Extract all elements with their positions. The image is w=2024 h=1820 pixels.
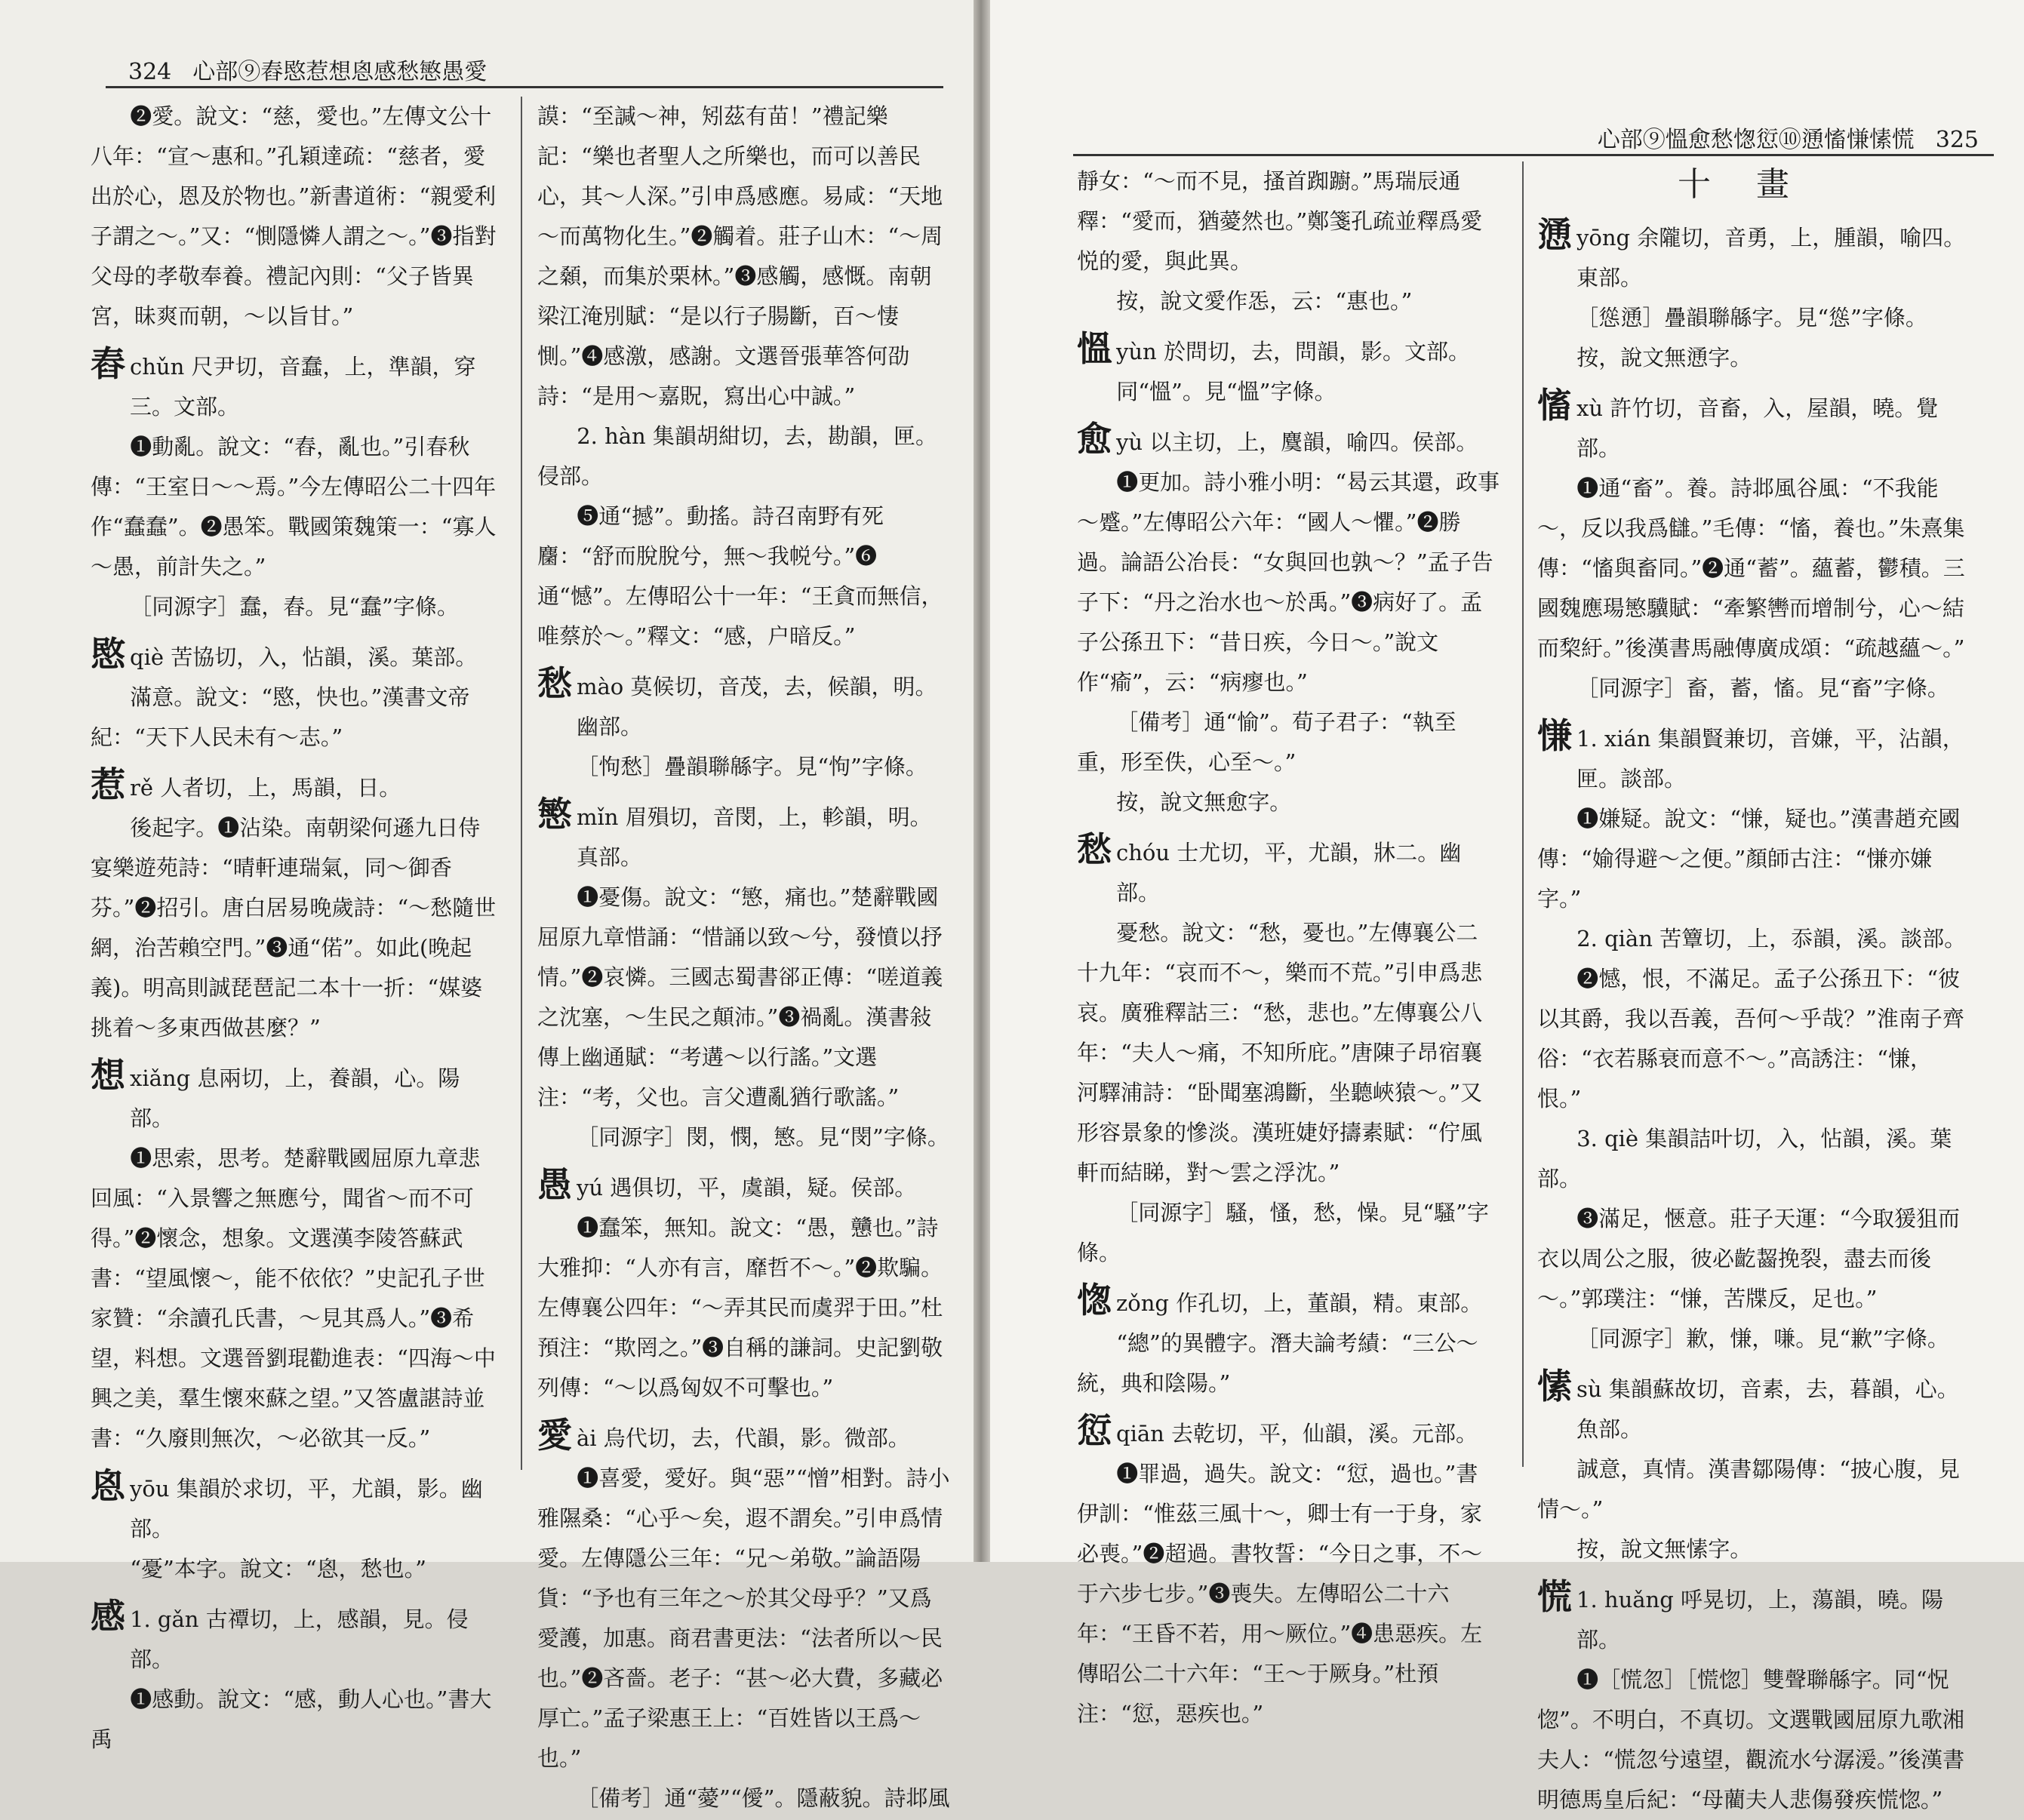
dictionary-entry-head bbox=[91, 762, 498, 808]
definition-text: “總”的異體字。潛夫論考績：“三公～統，典和陰陽。” bbox=[1077, 1330, 1478, 1396]
definition-text: ［同源字］蠢，舂。見“蠢”字條。 bbox=[130, 594, 459, 619]
definition-text: ❶思索，思考。楚辭戰國屈原九章悲回風：“入景響之無應兮，聞省～而不可得。”❷懷念，想象。文選漢李陵答蘇武書：“望風懷～，能不依依？”史記孔子世家贊：“余讀孔氏書，～見其爲人。”❸希望，料想。文選晉劉琨勸進表：“四海～中興之美，羣生懷來蘇之望。”又答盧諶詩並書：“久廢則無次，～必欲其一反。” bbox=[91, 1145, 496, 1451]
left-page-column-1 bbox=[91, 97, 498, 1760]
headword: 慜 bbox=[537, 794, 572, 835]
definition-text: 按，說文無慂字。 bbox=[1576, 345, 1752, 370]
dictionary-entry-head bbox=[91, 632, 498, 678]
headword: 慊 bbox=[1537, 715, 1572, 756]
definition-text: ❶通“畜”。養。詩邶風谷風：“不我能～，反以我爲讎。”毛傳：“慉，養也。”朱熹集傳：“慉與畜同。”❷通“蓄”。蘊蓄，鬱積。三國魏應瑒慜驥賦：“牽繁轡而增制兮，心～結而棃紆。”後漢書馬融傳廣成頌：“疏越蘊～。” bbox=[1537, 475, 1965, 661]
definition-text: ❶罪過，過失。說文：“愆，過也。”書伊訓：“惟茲三風十～，卿士有一于身，家必喪。”❷超過。書牧誓：“今日之事，不～于六步七步。”❸喪失。左傳昭公二十六年：“王昏不若，用～厥位。”❹患惡疾。左傳昭公二十六年：“王～于厥身。”杜預注：“愆，惡疾也。” bbox=[1077, 1461, 1483, 1726]
definition-text: ❶感動。說文：“感，動人心也。”書大禹 bbox=[91, 1686, 492, 1752]
header-rule bbox=[1073, 154, 1994, 156]
definition-text: ❶［慌忽］［慌惚］雙聲聯緜字。同“怳惚”。不明白，不真切。文選戰國屈原九歌湘夫人：“慌忽兮遠望，觀流水兮潺湲。”後漢書明德馬皇后紀：“母藺夫人悲傷發疾慌惚。” bbox=[1537, 1667, 1965, 1812]
pronunciation: xù 許竹切，音畜，入，屋韻，曉。覺部。 bbox=[1576, 395, 1939, 461]
definition-text: 按，說文愛作㤅，云：“惠也。” bbox=[1116, 288, 1413, 314]
headword: 舂 bbox=[91, 343, 125, 384]
definition-text: ［同源字］騷，慅，愁，懆。見“騷”字條。 bbox=[1077, 1200, 1489, 1265]
dictionary-entry-head bbox=[1537, 383, 1975, 469]
definition-text: 謨：“至諴～神，矧茲有苗！”禮記樂記：“樂也者聖人之所樂也，而可以善民心，其～人深。”引申爲感應。易咸：“天地～而萬物化生。”❷觸着。莊子山木：“～周之顙，而集於栗林。”❸感觸，感慨。南朝梁江淹別賦：“是以行子腸斷，百～悽惻。”❹感激，感謝。文選晉張華答何劭詩：“是用～嘉貺，寫出心中誠。” bbox=[537, 103, 943, 409]
definition-text: 滿意。說文：“愍，快也。”漢書文帝紀：“天下人民未有～志。” bbox=[91, 684, 470, 750]
definition-text: ❶更加。詩小雅小明：“曷云其還，政事～蹙。”左傳昭公六年：“國人～懼。”❷勝過。論語公冶長：“女與回也孰～？”孟子告子下：“丹之治水也～於禹。”❸病好了。孟子公孫丑下：“昔日疾，今日～。”說文作“瘉”，云：“病瘳也。” bbox=[1077, 469, 1500, 695]
headword: 慌 bbox=[1537, 1576, 1572, 1617]
headword: 慍 bbox=[1077, 328, 1112, 369]
pronunciation: yùn 於問切，去，問韻，影。文部。 bbox=[1116, 339, 1470, 364]
right-page bbox=[990, 0, 2024, 1812]
dictionary-entry-head bbox=[1537, 212, 1975, 298]
dictionary-entry-head bbox=[1077, 1408, 1500, 1454]
headword: 想 bbox=[91, 1055, 125, 1096]
definition-text: ❶蠢笨，無知。說文：“愚，戇也。”詩大雅抑：“人亦有言，靡哲不～。”❷欺騙。左傳襄公四年：“～弄其民而虞羿于田。”杜預注：“欺罔之。”❸自稱的謙詞。史記劉敬列傳：“～以爲匈奴不可擊也。” bbox=[537, 1215, 943, 1400]
book-spine bbox=[974, 0, 990, 1562]
dictionary-entry-head bbox=[1077, 326, 1500, 372]
dictionary-entry-head bbox=[1537, 713, 1975, 799]
definition-text: ［怐愁］疊韻聯緜字。見“怐”字條。 bbox=[577, 754, 927, 779]
definition-text: 憂愁。說文：“愁，憂也。”左傳襄公二十九年：“哀而不～，樂而不荒。”引申爲悲哀。廣雅釋詁三：“愁，悲也。”左傳襄公八年：“夫人～痛，不知所庇。”唐陳子昂宿襄河驛浦詩：“卧聞塞鴻斷，坐聽峽猿～。”又形容景象的慘淡。漢班婕妤擣素賦：“佇風軒而結睇，對～雲之浮沈。” bbox=[1077, 920, 1483, 1185]
headword: 慉 bbox=[1537, 385, 1572, 426]
definition-text: ❶動亂。說文：“舂，亂也。”引春秋傳：“王室日～～焉。”今左傳昭公二十四年作“蠢蠢”。❷愚笨。戰國策魏策一：“寡人～愚，前計失之。” bbox=[91, 434, 497, 580]
dictionary-entry-head bbox=[1077, 827, 1500, 913]
headword: 愛 bbox=[537, 1415, 572, 1456]
pronunciation: yōng 余隴切，音勇，上，腫韻，喻四。東部。 bbox=[1576, 225, 1966, 291]
right-page-header bbox=[1598, 121, 1979, 154]
pronunciation: xiǎng 息兩切，上，養韻，心。陽部。 bbox=[130, 1065, 460, 1131]
headword: 慂 bbox=[1537, 214, 1572, 255]
definition-text: 後起字。❶沾染。南朝梁何遜九日侍宴樂遊苑詩：“晴軒連瑞氣，同～御香芬。”❷招引。唐白居易晚歲詩：“～愁隨世網，治苦賴空門。”❸通“偌”。如此(晚起義)。明高則誠琵琶記二本十一折：“媒婆挑着～多東西做甚麼？” bbox=[91, 815, 497, 1041]
header-rule bbox=[106, 86, 943, 88]
pronunciation: chǔn 尺尹切，音蠢，上，準韻，穿三。文部。 bbox=[130, 354, 476, 420]
pronunciation: zǒng 作孔切，上，董韻，精。東部。 bbox=[1116, 1290, 1483, 1316]
headword: 恖 bbox=[91, 1465, 125, 1506]
definition-text: ［備考］通“薆”“僾”。隱蔽貌。詩邶風 bbox=[577, 1785, 950, 1811]
definition-text: ❷愛。說文：“慈，愛也。”左傳文公十八年：“宣～惠和。”孔穎達疏：“慈者，愛出於心，恩及於物也。”新書道術：“親愛利子謂之～。”又：“惻隱憐人謂之～。”❸指對父母的孝敬奉養。禮記內則：“父子皆異宮，昧爽而朝，～以旨甘。” bbox=[91, 103, 497, 329]
definition-text: 2. qiàn 苦簟切，上，忝韻，溪。談部。 bbox=[1576, 926, 1967, 952]
page-number: 325 bbox=[1935, 127, 1979, 153]
right-page-column-1 bbox=[1077, 161, 1500, 1734]
section-heading: 十畫 bbox=[1678, 165, 1835, 204]
headword: 愆 bbox=[1077, 1410, 1112, 1451]
definition-text: ❶憂傷。說文：“慜，痛也。”楚辭戰國屈原九章惜誦：“惜誦以致～兮，發憤以抒情。”❷哀憐。三國志蜀書郤正傳：“嗟道義之沈塞，～生民之顛沛。”❸禍亂。漢書敍傳上幽通賦：“考遘～以行謠。”文選注：“考，父也。言父遭亂猶行歌謠。” bbox=[537, 884, 943, 1110]
definition-text: 同“慍”。見“慍”字條。 bbox=[1116, 379, 1337, 404]
pronunciation: yù 以主切，上，麌韻，喻四。侯部。 bbox=[1116, 429, 1478, 455]
definition-text: ［同源字］閔，憫，慜。見“閔”字條。 bbox=[577, 1124, 949, 1150]
definition-text: 2. hàn 集韻胡紺切，去，勘韻，匣。侵部。 bbox=[537, 423, 937, 489]
definition-text: 3. qiè 集韻詰叶切，入，怗韻，溪。葉部。 bbox=[1537, 1126, 1952, 1191]
pronunciation: mǐn 眉殞切，音閔，上，軫韻，明。真部。 bbox=[577, 804, 932, 870]
dictionary-entry-head bbox=[537, 661, 952, 747]
left-page-column-2 bbox=[537, 97, 952, 1818]
headword: 感 bbox=[91, 1596, 125, 1637]
right-page-column-2 bbox=[1537, 161, 1975, 1820]
definition-text: 靜女：“～而不見，搔首踟躕。”馬瑞辰通釋：“愛而，猶薆然也。”鄭箋孔疏並釋爲愛悦的愛，與此異。 bbox=[1077, 168, 1483, 274]
left-page bbox=[0, 0, 974, 1811]
headword: 愍 bbox=[91, 634, 125, 675]
definition-text: ［同源字］歉，慊，嗛。見“歉”字條。 bbox=[1576, 1326, 1949, 1351]
pronunciation: yú 遇俱切，平，虞韻，疑。侯部。 bbox=[577, 1175, 917, 1201]
definition-text: 按，說文無愫字。 bbox=[1576, 1536, 1752, 1562]
definition-text: ❷憾，恨，不滿足。孟子公孫丑下：“彼以其爵，我以吾義，吾何～乎哉？”淮南子齊俗：“衣若縣衰而意不～。”高誘注：“慊，恨。” bbox=[1537, 966, 1964, 1111]
dictionary-entry-head bbox=[91, 1594, 498, 1680]
dictionary-entry-head bbox=[537, 1162, 952, 1208]
left-page-header bbox=[128, 53, 487, 86]
headword: 愡 bbox=[1077, 1280, 1112, 1320]
definition-text: ❶喜愛，愛好。與“惡”“憎”相對。詩小雅隰桑：“心乎～矣，遐不謂矣。”引申爲情愛。左傳隱公三年：“兄～弟敬。”論語陽貨：“予也有三年之～於其父母乎？”又爲愛護，加惠。商君書更法：“法者所以～民也。”❷吝嗇。老子：“甚～必大費，多藏必厚亡。”孟子梁惠王上：“百姓皆以王爲～也。” bbox=[537, 1465, 950, 1771]
column-divider bbox=[521, 97, 522, 1470]
pronunciation: 1. gǎn 古禫切，上，感韻，見。侵部。 bbox=[130, 1606, 469, 1672]
dictionary-entry-head bbox=[1077, 417, 1500, 463]
definition-text: ❶嫌疑。說文：“慊，疑也。”漢書趙充國傳：“媮得避～之便。”顏師古注：“慊亦嫌字。” bbox=[1537, 806, 1961, 912]
definition-text: ❸滿足，愜意。莊子天運：“今取猨狙而衣以周公之服，彼必齕齧挽裂，盡去而後～。”郭璞注：“慊，苦牒反，足也。” bbox=[1537, 1206, 1961, 1311]
definition-text: ［慫慂］疊韻聯緜字。見“慫”字條。 bbox=[1576, 305, 1927, 330]
dictionary-entry-head bbox=[1077, 1277, 1500, 1323]
pronunciation: 1. huǎng 呼晃切，上，蕩韻，曉。陽部。 bbox=[1576, 1587, 1943, 1652]
dictionary-entry-head bbox=[1537, 1363, 1975, 1450]
headword: 惹 bbox=[91, 764, 125, 805]
definition-text: “憂”本字。說文：“恖，愁也。” bbox=[130, 1556, 426, 1582]
dictionary-entry-head bbox=[91, 341, 498, 427]
page-header-title: 心部⑨慍愈愁愡愆⑩慂慉慊愫慌 bbox=[1597, 127, 1915, 153]
pronunciation: qiān 去乾切，平，仙韻，溪。元部。 bbox=[1116, 1421, 1478, 1446]
pronunciation: sù 集韻蘇故切，音素，去，暮韻，心。魚部。 bbox=[1576, 1376, 1959, 1442]
definition-text: ［同源字］畜，蓄，慉。見“畜”字條。 bbox=[1576, 675, 1949, 701]
dictionary-entry-head bbox=[537, 1413, 952, 1459]
dictionary-entry-head bbox=[91, 1463, 498, 1549]
definition-text: ❺通“撼”。動搖。詩召南野有死麕：“舒而脫脫兮，無～我帨兮。”❻通“憾”。左傳昭公十一年：“王貪而無信，唯蔡於～。”釋文：“感，户暗反。” bbox=[537, 503, 943, 649]
definition-text: 誠意，真情。漢書鄒陽傳：“披心腹，見情～。” bbox=[1537, 1456, 1961, 1522]
headword: 愚 bbox=[537, 1164, 572, 1205]
dictionary-entry-head bbox=[91, 1053, 498, 1139]
pronunciation: ài 烏代切，去，代韻，影。微部。 bbox=[577, 1425, 910, 1451]
definition-text: ［備考］通“愉”。荀子君子：“執至重，形至佚，心至～。” bbox=[1077, 709, 1456, 775]
definition-text: 按，說文無愈字。 bbox=[1116, 789, 1292, 815]
page-header-title: 心部⑨舂愍惹想恖感愁慜愚愛 bbox=[192, 59, 488, 85]
pronunciation: 1. xián 集韻賢兼切，音嫌，平，沾韻，匣。談部。 bbox=[1576, 726, 1964, 792]
pronunciation: rě 人者切，上，馬韻，日。 bbox=[130, 775, 401, 801]
pronunciation: chóu 士尤切，平，尤韻，牀二。幽部。 bbox=[1116, 840, 1462, 905]
pronunciation: yōu 集韻於求切，平，尤韻，影。幽部。 bbox=[130, 1476, 483, 1542]
headword: 愫 bbox=[1537, 1366, 1572, 1407]
headword: 愈 bbox=[1077, 419, 1112, 460]
page-number: 324 bbox=[128, 59, 172, 85]
column-divider bbox=[1522, 161, 1524, 1467]
headword: 愁 bbox=[537, 663, 572, 704]
dictionary-entry-head bbox=[1537, 1574, 1975, 1660]
pronunciation: mào 莫候切，音茂，去，候韻，明。幽部。 bbox=[577, 674, 937, 739]
headword: 愁 bbox=[1077, 829, 1112, 870]
pronunciation: qiè 苦協切，入，怗韻，溪。葉部。 bbox=[130, 644, 478, 670]
dictionary-entry-head bbox=[537, 792, 952, 878]
